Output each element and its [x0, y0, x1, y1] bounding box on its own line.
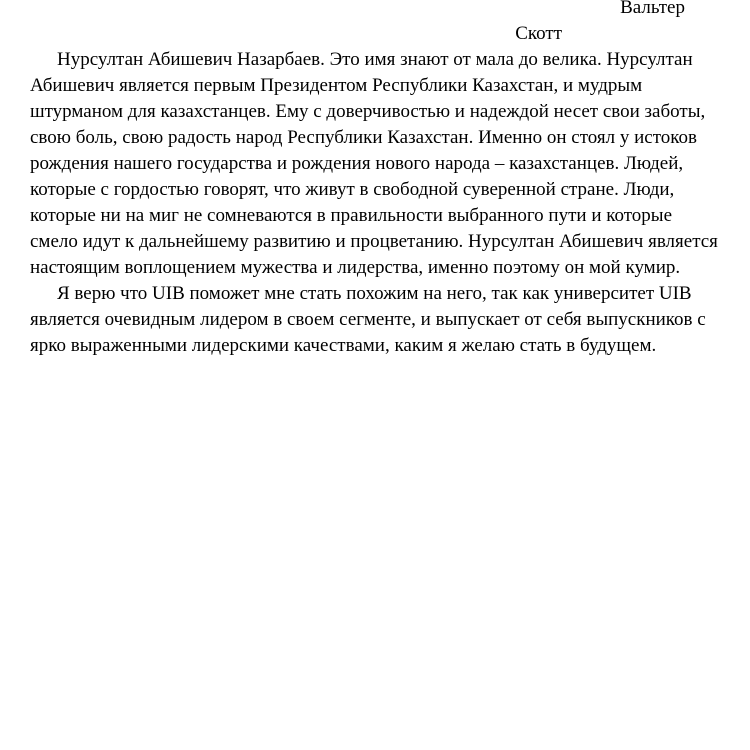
attribution-line-1: Вальтер [620, 0, 685, 18]
paragraph-1: Нурсултан Абишевич Назарбаев. Это имя знают от мала до велика. Нурсултан Абишевич является первым Президентом Республики Казахстан, и мудрым штурманом для казахстанцев. Ему с доверчивостью и надеждой несет свои заботы, свою боль, свою радость народ Республики Казахстан. Именно он стоял у истоков рождения нашего государства и рождения нового народа – казахстанцев. Людей, которые с гордостью говорят, что живут в свободной суверенной стране. Люди, которые ни на миг не сомневаются в правильности выбранного пути и которые смело идут к дальнейшему развитию и процветанию. Нурсултан Абишевич является настоящим воплощением мужества и лидерства, именно поэтому он мой кумир. [30, 49, 718, 278]
attribution-line-2: Скотт [515, 23, 562, 44]
paragraph-2: Я верю что UIB поможет мне стать похожим на него, так как университет UIB является очевидным лидером в своем сегменте, и выпускает от себя выпускников с ярко выраженными лидерскими качествами, каким я желаю стать в будущем. [30, 283, 706, 356]
